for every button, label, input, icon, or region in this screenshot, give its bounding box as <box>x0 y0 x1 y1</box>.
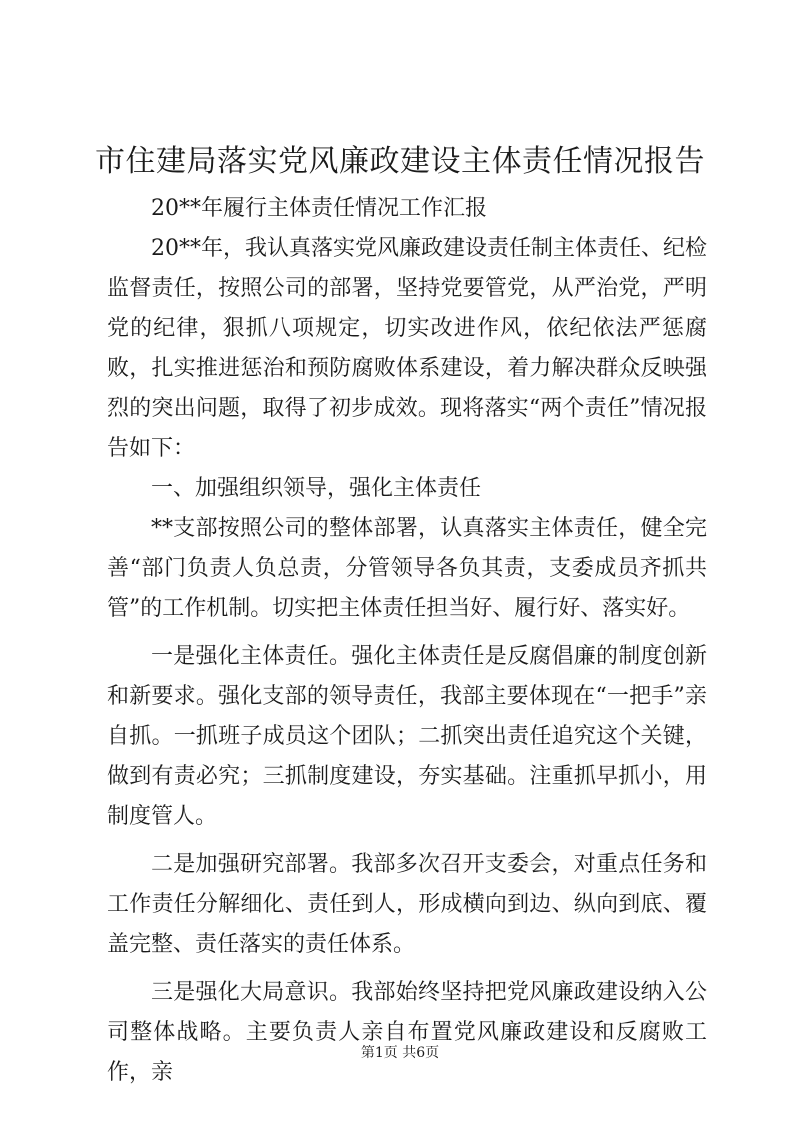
body-paragraph: 二是加强研究部署。我部多次召开支委会，对重点任务和工作责任分解细化、责任到人，形成横向到边、纵向到底、覆盖完整、责任落实的责任体系。 <box>107 852 707 957</box>
section-heading: 一、加强组织领导，强化主体责任 <box>151 476 482 501</box>
document-body <box>107 189 707 1093</box>
intro-paragraph: 20**年，我认真落实党风廉政建设责任制主体责任、纪检监督责任，按照公司的部署，坚持党要管党，从严治党，严明党的纪律，狠抓八项规定，切实改进作风，依纪依法严惩腐败，扎实推进惩治和预防腐败体系建设，着力解决群众反映强烈的突出问题，取得了初步成效。现将落实“两个责任”情况报告如下： <box>107 236 707 461</box>
body-paragraph: **支部按照公司的整体部署，认真落实主体责任，健全完善“部门负责人负总责，分管领导各负其责，支委成员齐抓共管”的工作机制。切实把主体责任担当好、履行好、落实好。 <box>107 516 707 621</box>
page-footer: 第1页 共6页 <box>360 1045 440 1061</box>
page-title: 市住建局落实党风廉政建设主体责任情况报告 <box>95 144 705 179</box>
body-paragraph: 三是强化大局意识。我部始终坚持把党风廉政建设纳入公司整体战略。主要负责人亲自布置党风廉政建设和反腐败工作，亲 <box>107 980 707 1085</box>
body-paragraph: 一是强化主体责任。强化主体责任是反腐倡廉的制度创新和新要求。强化支部的领导责任，我部主要体现在“一把手”亲自抓。一抓班子成员这个团队；二抓突出责任追究这个关键，做到有责必究；三抓制度建设，夯实基础。注重抓早抓小，用制度管人。 <box>107 644 707 829</box>
subtitle-paragraph: 20**年履行主体责任情况工作汇报 <box>151 196 487 221</box>
